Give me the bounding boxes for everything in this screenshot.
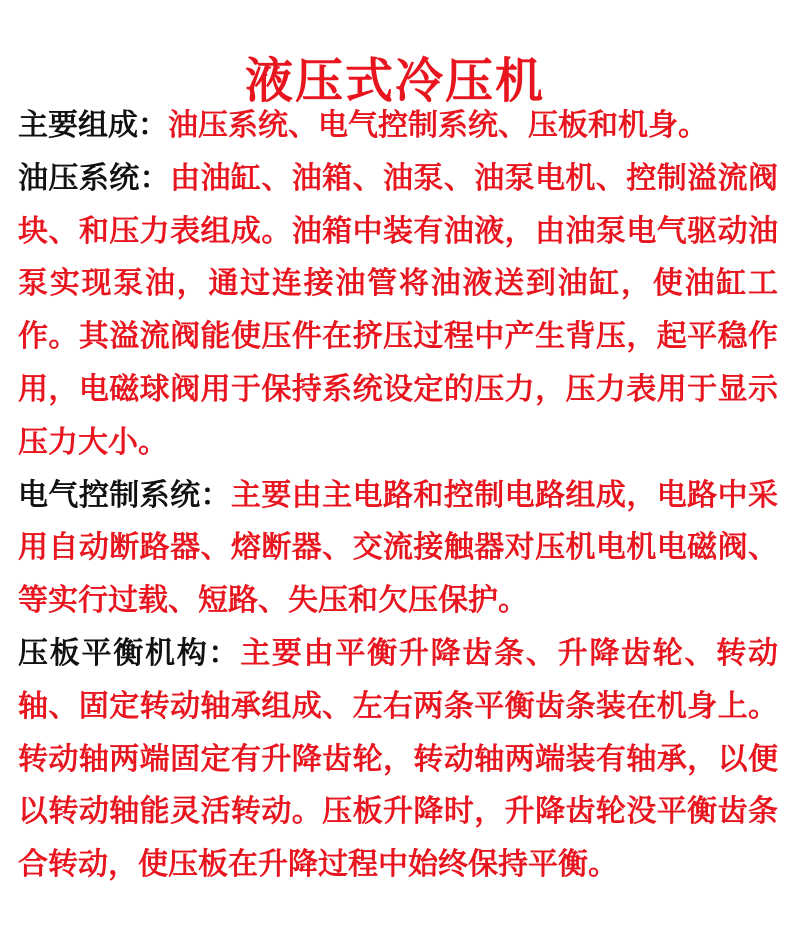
section-text: 主要由主电路和控制电路组成，电路中采用自动断路器、熔断器、交流接触器对压机电机电磁阀、等实行过载、短路、失压和欠压保护。 [18, 477, 779, 619]
section-main-composition [18, 100, 778, 153]
section-label: 电气控制系统： [18, 477, 231, 513]
section-label: 压板平衡机构： [18, 635, 241, 671]
section-text: 主要由平衡升降齿条、升降齿轮、转动轴、固定转动轴承组成、左右两条平衡齿条装在机身上。转动轴两端固定有升降齿轮，转动轴两端装有轴承，以便以转动轴能灵活转动。压板升降时，升降齿轮没平衡齿条合转动，使压板在升降过程中始终保持平衡。 [18, 635, 779, 883]
section-text: 油压系统、电气控制系统、压板和机身。 [168, 108, 708, 143]
section-platen-balance [18, 628, 778, 892]
page-title: 液压式冷压机 [244, 53, 545, 110]
section-label: 油压系统： [18, 160, 171, 196]
section-electrical-control [18, 470, 778, 628]
section-text: 由油缸、油箱、油泵、油泵电机、控制溢流阀块、和压力表组成。油箱中装有油液，由油泵电气驱动油泵实现泵油，通过连接油管将油液送到油缸，使油缸工作。其溢流阀能使压件在挤压过程中产生背压，起平稳作用，电磁球阀用于保持系统设定的压力，压力表用于显示压力大小。 [18, 160, 779, 460]
section-label: 主要组成： [18, 108, 168, 143]
document-body [18, 100, 778, 892]
section-hydraulic-system [18, 153, 778, 470]
